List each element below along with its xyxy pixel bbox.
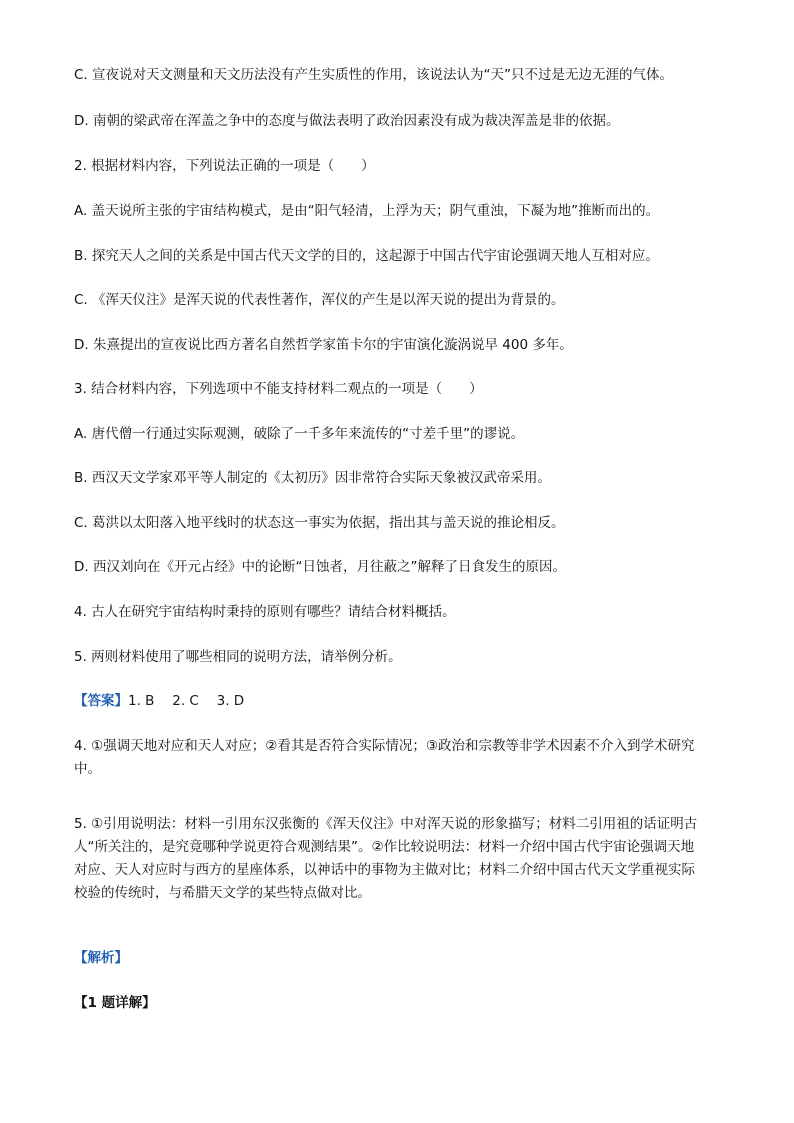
answer-4-line: 中。 <box>74 761 101 777</box>
question-line: 2. 根据材料内容，下列说法正确的一项是（ ） <box>74 158 375 174</box>
option-line: C. 葛洪以太阳落入地平线时的状态这一事实为依据，指出其与盖天说的推论相反。 <box>74 515 565 531</box>
detail-heading: 【1 题详解】 <box>74 995 156 1011</box>
option-line: D. 南朝的梁武帝在浑盖之争中的态度与做法表明了政治因素没有成为裁决浑盖是非的依据。 <box>74 113 620 129</box>
option-line: B. 西汉天文学家邓平等人制定的《太初历》因非常符合实际天象被汉武帝采用。 <box>74 470 551 486</box>
question-line: 4. 古人在研究宇宙结构时秉持的原则有哪些？请结合材料概括。 <box>74 604 456 620</box>
answer-5-line: 人“所关注的，是究竟哪种学说更符合观测结果”。②作比较说明法：材料一介绍中国古代宇宙论强调天地 <box>74 839 695 855</box>
answer-text: 1. B 2. C 3. D <box>128 693 245 709</box>
option-line: D. 朱熹提出的宣夜说比西方著名自然哲学家笛卡尔的宇宙演化漩涡说早 400 多年。 <box>74 337 573 353</box>
answer-line <box>74 692 734 710</box>
answer-5-line: 校验的传统时，与希腊天文学的某些特点做对比。 <box>74 885 371 901</box>
answer-5-line: 对应、天人对应时与西方的星座体系，以神话中的事物为主做对比；材料二介绍中国古代天文学重视实际 <box>74 862 695 878</box>
answer-tag: 【答案】 <box>74 693 128 709</box>
question-line: 3. 结合材料内容，下列选项中不能支持材料二观点的一项是（ ） <box>74 381 483 397</box>
option-line: A. 盖天说所主张的宇宙结构模式，是由“阳气轻清，上浮为天；阴气重浊，下凝为地”推断而出的。 <box>74 203 660 219</box>
analysis-heading: 【解析】 <box>74 950 128 966</box>
option-line: D. 西汉刘向在《开元占经》中的论断“日蚀者，月往蔽之”解释了日食发生的原因。 <box>74 559 566 575</box>
option-line: B. 探究天人之间的关系是中国古代天文学的目的，这起源于中国古代宇宙论强调天地人互相对应。 <box>74 248 659 264</box>
question-line: 5. 两则材料使用了哪些相同的说明方法，请举例分析。 <box>74 649 402 665</box>
option-line: A. 唐代僧一行通过实际观测，破除了一千多年来流传的“寸差千里”的谬说。 <box>74 426 525 442</box>
answer-4-line: 4. ①强调天地对应和天人对应；②看其是否符合实际情况；③政治和宗教等非学术因素不介入到学术研究 <box>74 738 695 754</box>
answer-5-line: 5. ①引用说明法：材料一引用东汉张衡的《浑天仪注》中对浑天说的形象描写；材料二引用祖的话证明古 <box>74 816 698 832</box>
option-line: C. 《浑天仪注》是浑天说的代表性著作，浑仪的产生是以浑天说的提出为背景的。 <box>74 292 565 308</box>
option-line: C. 宣夜说对天文测量和天文历法没有产生实质性的作用，该说法认为“天”只不过是无边无涯的气体。 <box>74 67 673 83</box>
